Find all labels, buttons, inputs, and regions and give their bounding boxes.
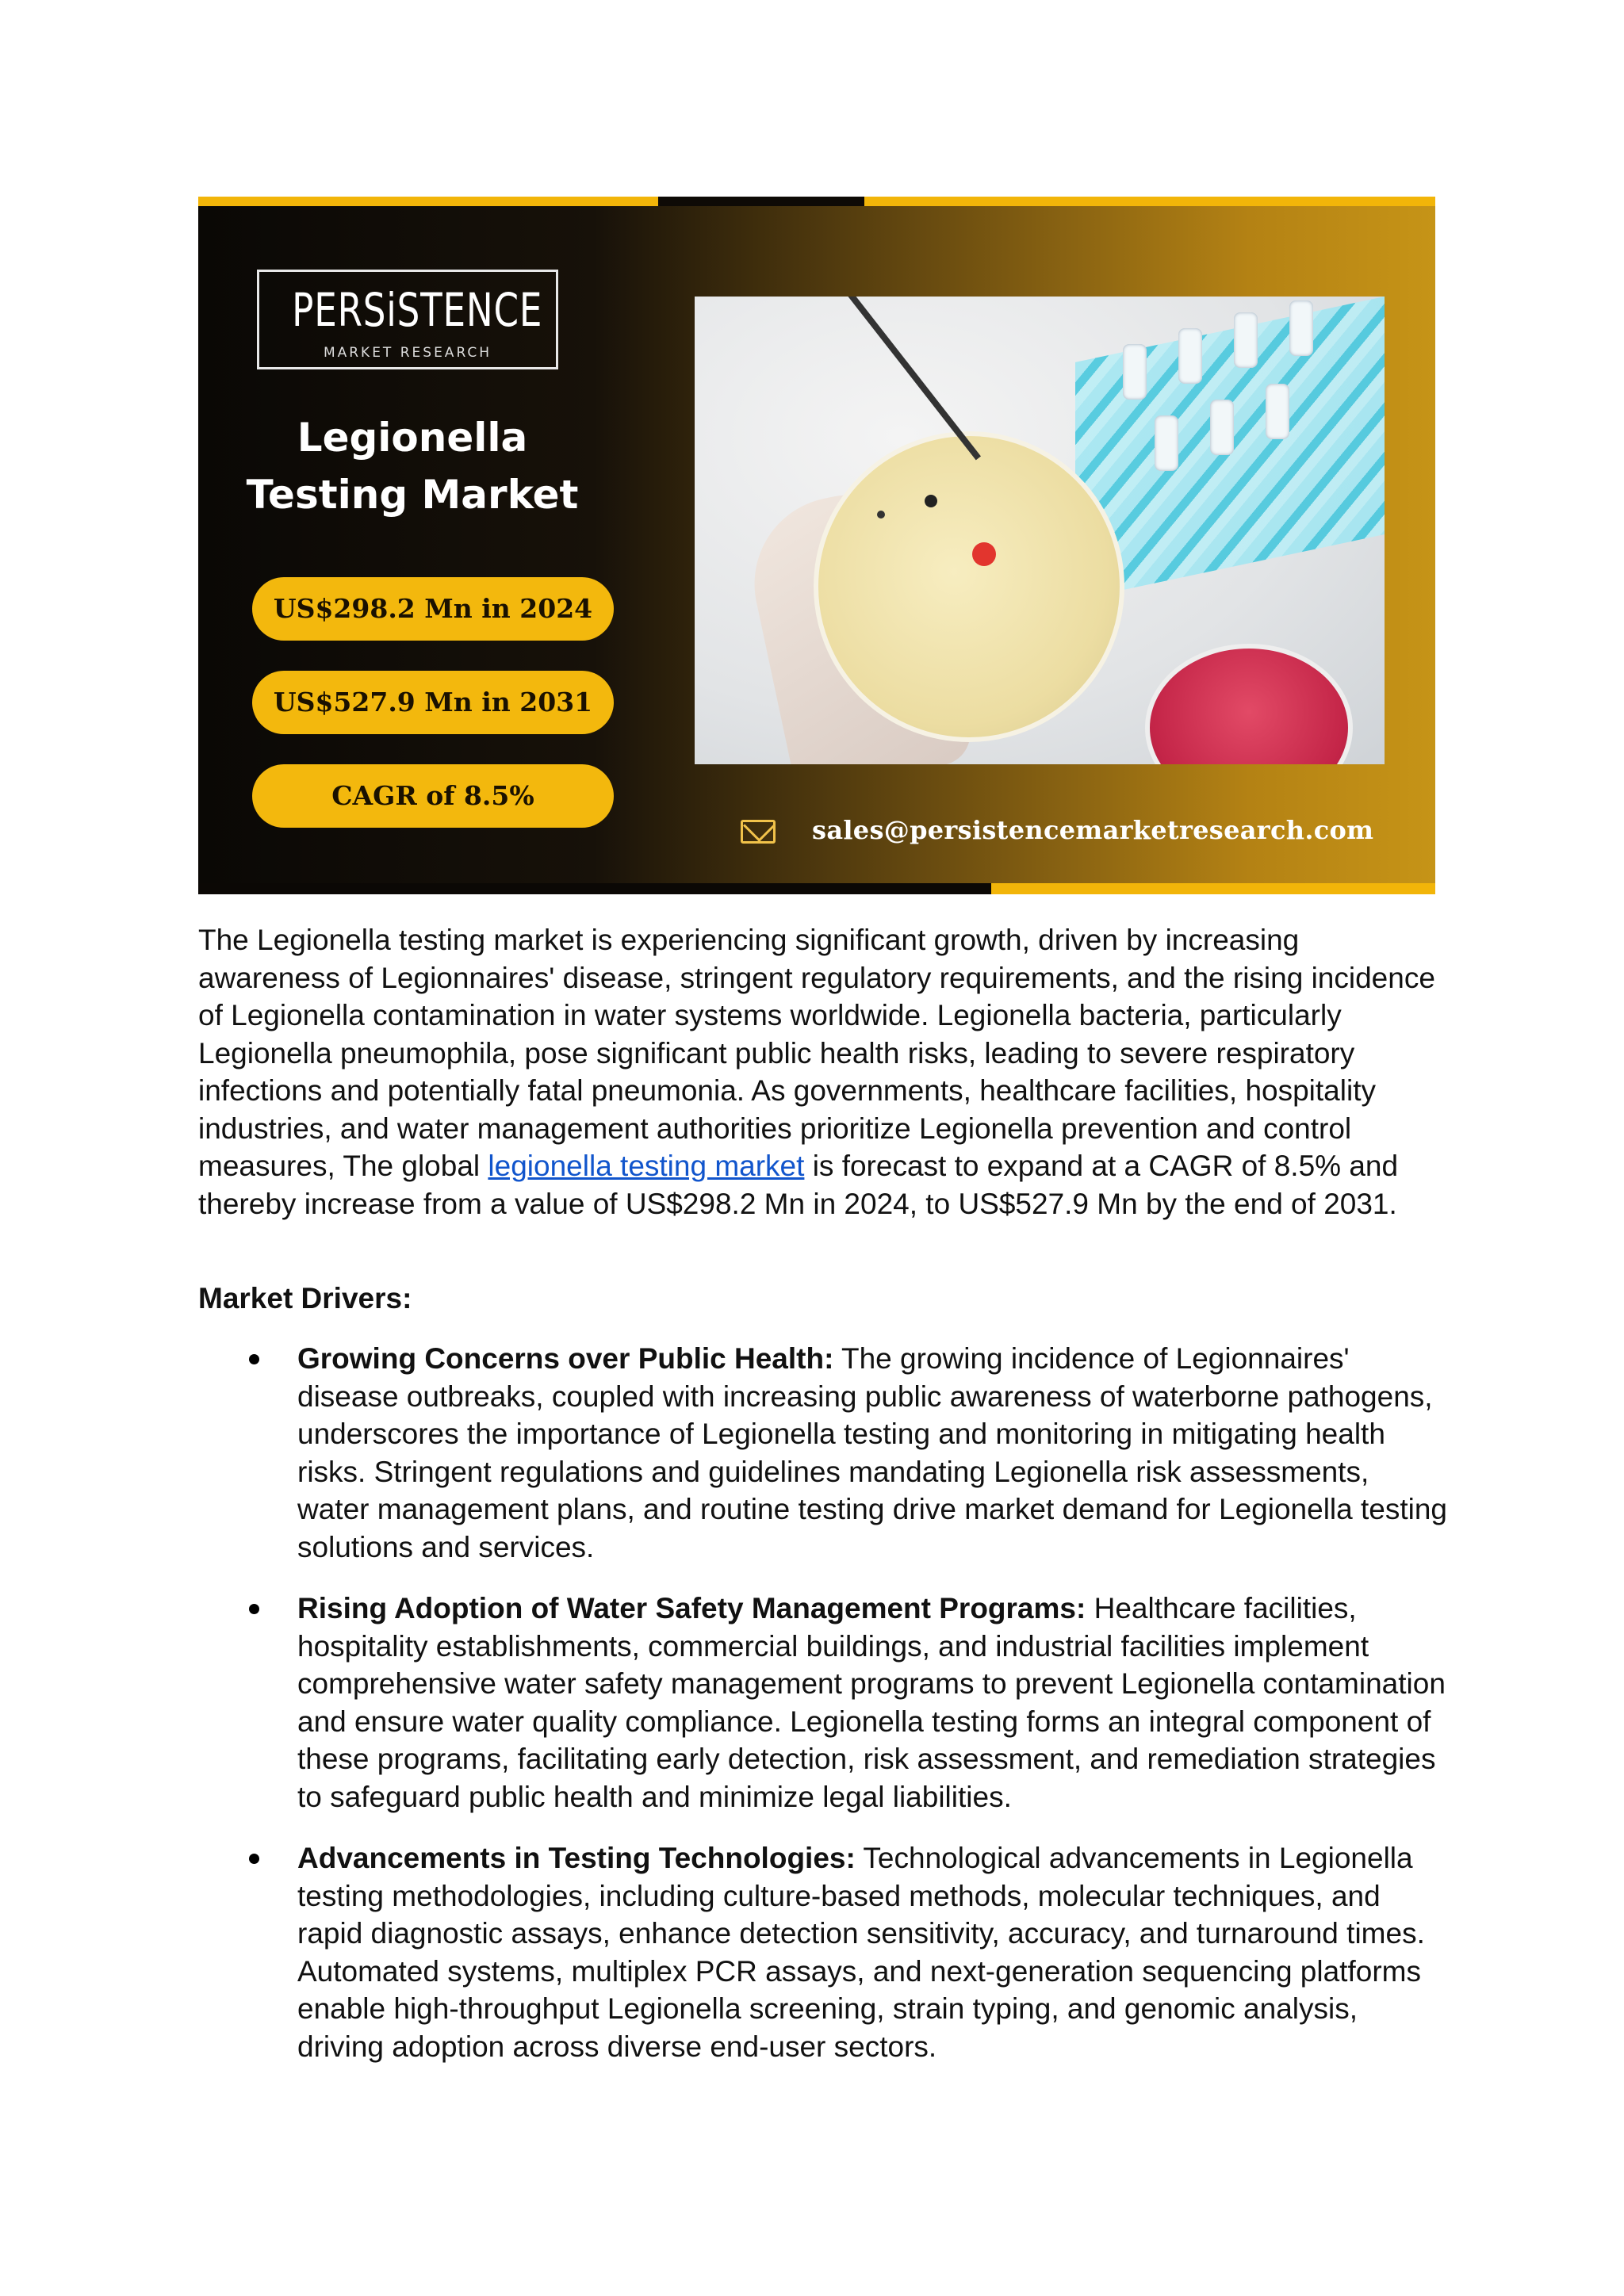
intro-paragraph bbox=[198, 921, 1447, 1223]
dark-colony-image bbox=[925, 495, 937, 507]
logo-subtitle: MARKET RESEARCH bbox=[323, 345, 492, 361]
driver-label: Advancements in Testing Technologies: bbox=[297, 1842, 856, 1874]
vial-image bbox=[1266, 384, 1289, 439]
driver-text: The growing incidence of Legionnaires' disease outbreaks, coupled with increasing public awareness of waterborne pathogens, underscores the importance of Legionella testing and monitoring in mitigating health risks. Stringent regulations and guidelines mandating Legionella risk assessments, water management plans, and routine testing drive market demand for Legionella testing solutions and services. bbox=[297, 1342, 1448, 1563]
driver-label: Growing Concerns over Public Health: bbox=[297, 1342, 834, 1375]
vial-image bbox=[1210, 400, 1234, 455]
list-item bbox=[198, 1839, 1447, 2065]
mail-icon bbox=[741, 820, 776, 844]
vial-image bbox=[1155, 415, 1178, 471]
vial-image bbox=[1123, 344, 1147, 400]
banner-heading: Legionella Testing Market bbox=[246, 415, 579, 518]
market-value-2031-badge: US$527.9 Mn in 2031 bbox=[252, 671, 614, 734]
driver-text: Healthcare facilities, hospitality establishments, commercial buildings, and industrial facilities implement comprehensive water safety management programs to prevent Legionella contamination and ensure water quality compliance. Legionella testing forms an integral component of these programs, facilitating early detection, risk assessment, and remediation strategies to safeguard public health and minimize legal liabilities. bbox=[297, 1592, 1446, 1813]
market-value-2024-badge: US$298.2 Mn in 2024 bbox=[252, 577, 614, 641]
vial-image bbox=[1178, 328, 1202, 384]
petri-dish-image bbox=[814, 431, 1124, 742]
logo-title: PERSiSTENCE bbox=[292, 283, 543, 337]
red-agar-dish-image bbox=[1145, 644, 1353, 764]
driver-label: Rising Adoption of Water Safety Management Programs: bbox=[297, 1592, 1086, 1624]
banner-top-stripe-gap bbox=[658, 197, 864, 206]
list-item bbox=[198, 1590, 1447, 1816]
promo-banner bbox=[198, 197, 1435, 894]
company-logo bbox=[257, 270, 558, 369]
dark-colony-image bbox=[877, 511, 885, 519]
bullet-icon bbox=[249, 1354, 259, 1364]
contact-email: sales@persistencemarketresearch.com bbox=[812, 815, 1374, 845]
inoculation-loop-image bbox=[829, 297, 981, 460]
list-item bbox=[198, 1340, 1447, 1566]
bullet-icon bbox=[249, 1604, 259, 1614]
bullet-icon bbox=[249, 1854, 259, 1864]
market-drivers-heading: Market Drivers: bbox=[198, 1282, 412, 1314]
red-colony-image bbox=[972, 542, 996, 566]
cagr-badge: CAGR of 8.5% bbox=[252, 764, 614, 828]
driver-text: Technological advancements in Legionella testing methodologies, including culture-based methods, molecular techniques, and rapid diagnostic assays, enhance detection sensitivity, accuracy, and turnaround times. Automated systems, multiplex PCR assays, and next-generation sequencing platforms enable high-throughput Legionella screening, strain typing, and genomic analysis, driving adoption across diverse end-user sectors. bbox=[297, 1842, 1425, 2063]
vial-image bbox=[1289, 300, 1313, 356]
banner-bottom-stripe-gap bbox=[198, 883, 991, 894]
market-drivers-list bbox=[198, 1340, 1447, 2089]
vial-image bbox=[1234, 312, 1258, 368]
intro-text-end: is forecast to expand at a CAGR of 8.5% and thereby increase from a value of US$298.2 Mn in 2024, to US$527.9 Mn by the end of 2031. bbox=[198, 1150, 1399, 1220]
market-report-link[interactable]: legionella testing market bbox=[488, 1150, 805, 1182]
intro-text-start: The Legionella testing market is experiencing significant growth, driven by increasing awareness of Legionnaires' disease, stringent regulatory requirements, and the rising incidence of Legionella contamination in water systems worldwide. Legionella bacteria, particularly Legionella pneumophila, pose significant public health risks, leading to severe respiratory infections and potentially fatal pneumonia. As governments, healthcare facilities, hospitality industries, and water management authorities prioritize Legionella prevention and control measures, The global bbox=[198, 924, 1435, 1182]
lab-petri-dish-photo bbox=[695, 297, 1385, 764]
